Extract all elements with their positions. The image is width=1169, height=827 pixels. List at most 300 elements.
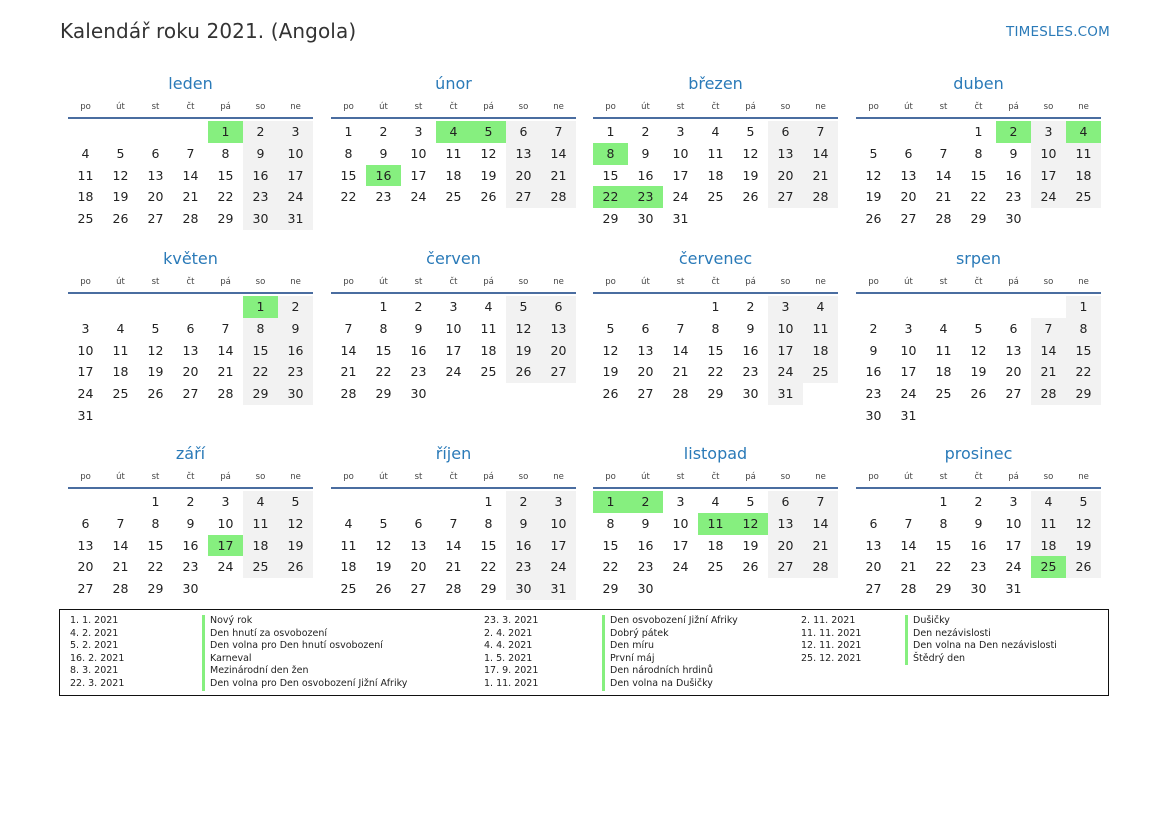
day-cell[interactable]: 29 bbox=[1066, 383, 1101, 405]
day-cell[interactable]: 11 bbox=[1031, 513, 1066, 535]
day-cell[interactable]: 22 bbox=[480, 559, 497, 575]
day-cell[interactable]: 11 bbox=[698, 513, 733, 535]
day-cell[interactable]: 9 bbox=[641, 145, 650, 161]
day-cell[interactable]: 24 bbox=[672, 189, 689, 205]
day-cell[interactable]: 5 bbox=[278, 491, 313, 513]
day-cell[interactable]: 30 bbox=[637, 211, 654, 227]
day-cell[interactable]: 12 bbox=[742, 145, 759, 161]
day-cell[interactable]: 2 bbox=[628, 491, 663, 513]
day-cell[interactable]: 31 bbox=[672, 211, 689, 227]
day-cell[interactable]: 4 bbox=[803, 296, 838, 318]
day-cell[interactable]: 25 bbox=[340, 581, 357, 597]
day-cell[interactable]: 19 bbox=[112, 189, 129, 205]
day-cell[interactable]: 15 bbox=[147, 537, 164, 553]
day-cell[interactable]: 19 bbox=[506, 340, 541, 362]
day-cell[interactable]: 3 bbox=[768, 296, 803, 318]
day-cell[interactable]: 3 bbox=[449, 299, 458, 314]
day-cell[interactable]: 3 bbox=[676, 494, 685, 509]
day-cell[interactable]: 2 bbox=[996, 121, 1031, 143]
day-cell[interactable]: 28 bbox=[445, 581, 462, 597]
day-cell[interactable]: 25 bbox=[112, 386, 129, 402]
day-cell[interactable]: 18 bbox=[77, 189, 94, 205]
day-cell[interactable]: 17 bbox=[1005, 537, 1022, 553]
day-cell[interactable]: 15 bbox=[375, 342, 392, 358]
day-cell[interactable]: 16 bbox=[243, 165, 278, 187]
day-cell[interactable]: 10 bbox=[1005, 515, 1022, 531]
day-cell[interactable]: 7 bbox=[221, 320, 230, 336]
day-cell[interactable]: 30 bbox=[278, 383, 313, 405]
day-cell[interactable]: 12 bbox=[480, 145, 497, 161]
day-cell[interactable]: 7 bbox=[939, 145, 948, 161]
day-cell[interactable]: 5 bbox=[506, 296, 541, 318]
day-cell[interactable]: 18 bbox=[445, 167, 462, 183]
day-cell[interactable]: 3 bbox=[81, 320, 90, 336]
day-cell[interactable]: 9 bbox=[1009, 145, 1018, 161]
day-cell[interactable]: 15 bbox=[602, 537, 619, 553]
day-cell[interactable]: 6 bbox=[768, 121, 803, 143]
day-cell[interactable]: 25 bbox=[1031, 556, 1066, 578]
day-cell[interactable]: 26 bbox=[147, 386, 164, 402]
day-cell[interactable]: 16 bbox=[410, 342, 427, 358]
day-cell[interactable]: 18 bbox=[112, 364, 129, 380]
day-cell[interactable]: 21 bbox=[803, 165, 838, 187]
day-cell[interactable]: 15 bbox=[935, 537, 952, 553]
day-cell[interactable]: 15 bbox=[243, 340, 278, 362]
day-cell[interactable]: 25 bbox=[707, 189, 724, 205]
day-cell[interactable]: 25 bbox=[1066, 186, 1101, 208]
day-cell[interactable]: 13 bbox=[768, 513, 803, 535]
day-cell[interactable]: 20 bbox=[900, 189, 917, 205]
day-cell[interactable]: 9 bbox=[379, 145, 388, 161]
day-cell[interactable]: 23 bbox=[278, 361, 313, 383]
day-cell[interactable]: 14 bbox=[182, 167, 199, 183]
day-cell[interactable]: 13 bbox=[410, 537, 427, 553]
day-cell[interactable]: 14 bbox=[541, 143, 576, 165]
day-cell[interactable]: 12 bbox=[733, 513, 768, 535]
day-cell[interactable]: 14 bbox=[445, 537, 462, 553]
day-cell[interactable]: 14 bbox=[217, 342, 234, 358]
day-cell[interactable]: 5 bbox=[471, 121, 506, 143]
day-cell[interactable]: 20 bbox=[182, 364, 199, 380]
day-cell[interactable]: 3 bbox=[414, 124, 423, 139]
day-cell[interactable]: 29 bbox=[970, 211, 987, 227]
day-cell[interactable]: 16 bbox=[182, 537, 199, 553]
day-cell[interactable]: 12 bbox=[375, 537, 392, 553]
day-cell[interactable]: 11 bbox=[935, 342, 952, 358]
day-cell[interactable]: 12 bbox=[602, 342, 619, 358]
site-link[interactable]: TIMESLES.COM bbox=[1006, 24, 1110, 40]
day-cell[interactable]: 3 bbox=[541, 491, 576, 513]
day-cell[interactable]: 18 bbox=[803, 340, 838, 362]
day-cell[interactable]: 1 bbox=[344, 124, 353, 139]
day-cell[interactable]: 27 bbox=[77, 581, 94, 597]
day-cell[interactable]: 8 bbox=[974, 145, 983, 161]
day-cell[interactable]: 21 bbox=[445, 559, 462, 575]
day-cell[interactable]: 4 bbox=[711, 494, 720, 509]
day-cell[interactable]: 28 bbox=[541, 186, 576, 208]
day-cell[interactable]: 10 bbox=[900, 342, 917, 358]
day-cell[interactable]: 17 bbox=[1031, 165, 1066, 187]
day-cell[interactable]: 30 bbox=[410, 386, 427, 402]
day-cell[interactable]: 27 bbox=[147, 211, 164, 227]
day-cell[interactable]: 20 bbox=[768, 165, 803, 187]
day-cell[interactable]: 27 bbox=[900, 211, 917, 227]
day-cell[interactable]: 26 bbox=[970, 386, 987, 402]
day-cell[interactable]: 5 bbox=[974, 320, 983, 336]
day-cell[interactable]: 16 bbox=[1005, 167, 1022, 183]
day-cell[interactable]: 10 bbox=[672, 145, 689, 161]
day-cell[interactable]: 29 bbox=[480, 581, 497, 597]
day-cell[interactable]: 21 bbox=[340, 364, 357, 380]
day-cell[interactable]: 1 bbox=[974, 124, 983, 139]
day-cell[interactable]: 9 bbox=[243, 143, 278, 165]
day-cell[interactable]: 25 bbox=[935, 386, 952, 402]
day-cell[interactable]: 27 bbox=[506, 186, 541, 208]
day-cell[interactable]: 19 bbox=[375, 559, 392, 575]
day-cell[interactable]: 23 bbox=[970, 559, 987, 575]
day-cell[interactable]: 7 bbox=[676, 320, 685, 336]
day-cell[interactable]: 6 bbox=[186, 320, 195, 336]
day-cell[interactable]: 9 bbox=[414, 320, 423, 336]
day-cell[interactable]: 5 bbox=[1066, 491, 1101, 513]
day-cell[interactable]: 19 bbox=[602, 364, 619, 380]
day-cell[interactable]: 26 bbox=[865, 211, 882, 227]
day-cell[interactable]: 11 bbox=[1066, 143, 1101, 165]
day-cell[interactable]: 5 bbox=[869, 145, 878, 161]
day-cell[interactable]: 21 bbox=[217, 364, 234, 380]
day-cell[interactable]: 9 bbox=[506, 513, 541, 535]
day-cell[interactable]: 26 bbox=[1066, 556, 1101, 578]
day-cell[interactable]: 5 bbox=[746, 124, 755, 139]
day-cell[interactable]: 10 bbox=[768, 318, 803, 340]
day-cell[interactable]: 14 bbox=[803, 143, 838, 165]
day-cell[interactable]: 24 bbox=[1031, 186, 1066, 208]
day-cell[interactable]: 10 bbox=[410, 145, 427, 161]
day-cell[interactable]: 2 bbox=[506, 491, 541, 513]
day-cell[interactable]: 12 bbox=[147, 342, 164, 358]
day-cell[interactable]: 16 bbox=[637, 167, 654, 183]
day-cell[interactable]: 27 bbox=[637, 386, 654, 402]
day-cell[interactable]: 21 bbox=[900, 559, 917, 575]
day-cell[interactable]: 26 bbox=[602, 386, 619, 402]
day-cell[interactable]: 4 bbox=[484, 299, 493, 314]
day-cell[interactable]: 9 bbox=[869, 342, 878, 358]
day-cell[interactable]: 29 bbox=[243, 383, 278, 405]
day-cell[interactable]: 27 bbox=[182, 386, 199, 402]
day-cell[interactable]: 23 bbox=[410, 364, 427, 380]
day-cell[interactable]: 18 bbox=[1066, 165, 1101, 187]
day-cell[interactable]: 18 bbox=[1031, 535, 1066, 557]
day-cell[interactable]: 30 bbox=[865, 407, 882, 423]
day-cell[interactable]: 27 bbox=[410, 581, 427, 597]
day-cell[interactable]: 12 bbox=[865, 167, 882, 183]
day-cell[interactable]: 30 bbox=[970, 581, 987, 597]
day-cell[interactable]: 14 bbox=[900, 537, 917, 553]
day-cell[interactable]: 31 bbox=[278, 208, 313, 230]
day-cell[interactable]: 17 bbox=[672, 537, 689, 553]
day-cell[interactable]: 6 bbox=[904, 145, 913, 161]
day-cell[interactable]: 12 bbox=[1066, 513, 1101, 535]
day-cell[interactable]: 8 bbox=[344, 145, 353, 161]
day-cell[interactable]: 28 bbox=[935, 211, 952, 227]
day-cell[interactable]: 13 bbox=[541, 318, 576, 340]
day-cell[interactable]: 12 bbox=[506, 318, 541, 340]
day-cell[interactable]: 19 bbox=[742, 537, 759, 553]
day-cell[interactable]: 11 bbox=[707, 145, 724, 161]
day-cell[interactable]: 3 bbox=[676, 124, 685, 139]
day-cell[interactable]: 7 bbox=[344, 320, 353, 336]
day-cell[interactable]: 22 bbox=[217, 189, 234, 205]
day-cell[interactable]: 1 bbox=[939, 494, 948, 509]
day-cell[interactable]: 15 bbox=[707, 342, 724, 358]
day-cell[interactable]: 12 bbox=[278, 513, 313, 535]
day-cell[interactable]: 6 bbox=[641, 320, 650, 336]
day-cell[interactable]: 24 bbox=[900, 386, 917, 402]
day-cell[interactable]: 22 bbox=[602, 559, 619, 575]
day-cell[interactable]: 28 bbox=[803, 186, 838, 208]
day-cell[interactable]: 8 bbox=[379, 320, 388, 336]
day-cell[interactable]: 14 bbox=[112, 537, 129, 553]
day-cell[interactable]: 23 bbox=[742, 364, 759, 380]
day-cell[interactable]: 17 bbox=[768, 340, 803, 362]
day-cell[interactable]: 21 bbox=[541, 165, 576, 187]
day-cell[interactable]: 17 bbox=[410, 167, 427, 183]
day-cell[interactable]: 29 bbox=[375, 386, 392, 402]
day-cell[interactable]: 15 bbox=[217, 167, 234, 183]
day-cell[interactable]: 10 bbox=[445, 320, 462, 336]
day-cell[interactable]: 6 bbox=[869, 515, 878, 531]
day-cell[interactable]: 24 bbox=[445, 364, 462, 380]
day-cell[interactable]: 24 bbox=[768, 361, 803, 383]
day-cell[interactable]: 23 bbox=[182, 559, 199, 575]
day-cell[interactable]: 16 bbox=[637, 537, 654, 553]
day-cell[interactable]: 3 bbox=[1031, 121, 1066, 143]
day-cell[interactable]: 6 bbox=[541, 296, 576, 318]
day-cell[interactable]: 13 bbox=[182, 342, 199, 358]
day-cell[interactable]: 13 bbox=[147, 167, 164, 183]
day-cell[interactable]: 2 bbox=[869, 320, 878, 336]
day-cell[interactable]: 11 bbox=[480, 320, 497, 336]
day-cell[interactable]: 15 bbox=[1066, 340, 1101, 362]
day-cell[interactable]: 11 bbox=[803, 318, 838, 340]
day-cell[interactable]: 30 bbox=[506, 578, 541, 600]
day-cell[interactable]: 7 bbox=[803, 491, 838, 513]
day-cell[interactable]: 24 bbox=[541, 556, 576, 578]
day-cell[interactable]: 22 bbox=[340, 189, 357, 205]
day-cell[interactable]: 4 bbox=[1031, 491, 1066, 513]
day-cell[interactable]: 17 bbox=[445, 342, 462, 358]
day-cell[interactable]: 16 bbox=[366, 165, 401, 187]
day-cell[interactable]: 10 bbox=[672, 515, 689, 531]
day-cell[interactable]: 29 bbox=[602, 581, 619, 597]
day-cell[interactable]: 22 bbox=[147, 559, 164, 575]
day-cell[interactable]: 1 bbox=[711, 299, 720, 314]
day-cell[interactable]: 2 bbox=[243, 121, 278, 143]
day-cell[interactable]: 6 bbox=[768, 491, 803, 513]
day-cell[interactable]: 4 bbox=[711, 124, 720, 139]
day-cell[interactable]: 24 bbox=[1005, 559, 1022, 575]
day-cell[interactable]: 11 bbox=[112, 342, 129, 358]
day-cell[interactable]: 20 bbox=[541, 340, 576, 362]
day-cell[interactable]: 13 bbox=[506, 143, 541, 165]
day-cell[interactable]: 18 bbox=[243, 535, 278, 557]
day-cell[interactable]: 26 bbox=[278, 556, 313, 578]
day-cell[interactable]: 10 bbox=[541, 513, 576, 535]
day-cell[interactable]: 3 bbox=[904, 320, 913, 336]
day-cell[interactable]: 8 bbox=[711, 320, 720, 336]
day-cell[interactable]: 1 bbox=[606, 124, 615, 139]
day-cell[interactable]: 24 bbox=[278, 186, 313, 208]
day-cell[interactable]: 4 bbox=[436, 121, 471, 143]
day-cell[interactable]: 25 bbox=[77, 211, 94, 227]
day-cell[interactable]: 17 bbox=[672, 167, 689, 183]
day-cell[interactable]: 20 bbox=[147, 189, 164, 205]
day-cell[interactable]: 1 bbox=[1066, 296, 1101, 318]
day-cell[interactable]: 1 bbox=[151, 494, 160, 509]
day-cell[interactable]: 8 bbox=[593, 143, 628, 165]
day-cell[interactable]: 3 bbox=[278, 121, 313, 143]
day-cell[interactable]: 24 bbox=[77, 386, 94, 402]
day-cell[interactable]: 27 bbox=[768, 556, 803, 578]
day-cell[interactable]: 8 bbox=[243, 318, 278, 340]
day-cell[interactable]: 14 bbox=[672, 342, 689, 358]
day-cell[interactable]: 19 bbox=[278, 535, 313, 557]
day-cell[interactable]: 22 bbox=[707, 364, 724, 380]
day-cell[interactable]: 7 bbox=[803, 121, 838, 143]
day-cell[interactable]: 6 bbox=[81, 515, 90, 531]
day-cell[interactable]: 31 bbox=[768, 383, 803, 405]
day-cell[interactable]: 25 bbox=[445, 189, 462, 205]
day-cell[interactable]: 27 bbox=[541, 361, 576, 383]
day-cell[interactable]: 7 bbox=[186, 145, 195, 161]
day-cell[interactable]: 25 bbox=[480, 364, 497, 380]
day-cell[interactable]: 6 bbox=[414, 515, 423, 531]
day-cell[interactable]: 19 bbox=[742, 167, 759, 183]
day-cell[interactable]: 1 bbox=[208, 121, 243, 143]
day-cell[interactable]: 5 bbox=[746, 494, 755, 509]
day-cell[interactable]: 21 bbox=[803, 535, 838, 557]
day-cell[interactable]: 28 bbox=[340, 386, 357, 402]
day-cell[interactable]: 10 bbox=[217, 515, 234, 531]
day-cell[interactable]: 1 bbox=[593, 491, 628, 513]
day-cell[interactable]: 27 bbox=[1005, 386, 1022, 402]
day-cell[interactable]: 28 bbox=[803, 556, 838, 578]
day-cell[interactable]: 20 bbox=[768, 535, 803, 557]
day-cell[interactable]: 21 bbox=[672, 364, 689, 380]
day-cell[interactable]: 21 bbox=[1031, 361, 1066, 383]
day-cell[interactable]: 5 bbox=[116, 145, 125, 161]
day-cell[interactable]: 20 bbox=[410, 559, 427, 575]
day-cell[interactable]: 11 bbox=[77, 167, 94, 183]
day-cell[interactable]: 20 bbox=[506, 165, 541, 187]
day-cell[interactable]: 25 bbox=[707, 559, 724, 575]
day-cell[interactable]: 26 bbox=[742, 559, 759, 575]
day-cell[interactable]: 15 bbox=[602, 167, 619, 183]
day-cell[interactable]: 16 bbox=[278, 340, 313, 362]
day-cell[interactable]: 3 bbox=[1009, 494, 1018, 509]
day-cell[interactable]: 4 bbox=[243, 491, 278, 513]
day-cell[interactable]: 22 bbox=[935, 559, 952, 575]
day-cell[interactable]: 13 bbox=[1005, 342, 1022, 358]
day-cell[interactable]: 5 bbox=[606, 320, 615, 336]
day-cell[interactable]: 17 bbox=[900, 364, 917, 380]
day-cell[interactable]: 24 bbox=[217, 559, 234, 575]
day-cell[interactable]: 22 bbox=[243, 361, 278, 383]
day-cell[interactable]: 22 bbox=[375, 364, 392, 380]
day-cell[interactable]: 21 bbox=[935, 189, 952, 205]
day-cell[interactable]: 23 bbox=[637, 559, 654, 575]
day-cell[interactable]: 17 bbox=[278, 165, 313, 187]
day-cell[interactable]: 4 bbox=[1066, 121, 1101, 143]
day-cell[interactable]: 2 bbox=[186, 494, 195, 509]
day-cell[interactable]: 1 bbox=[484, 494, 493, 509]
day-cell[interactable]: 11 bbox=[340, 537, 357, 553]
day-cell[interactable]: 24 bbox=[410, 189, 427, 205]
day-cell[interactable]: 19 bbox=[147, 364, 164, 380]
day-cell[interactable]: 22 bbox=[1066, 361, 1101, 383]
day-cell[interactable]: 23 bbox=[506, 556, 541, 578]
day-cell[interactable]: 10 bbox=[77, 342, 94, 358]
day-cell[interactable]: 28 bbox=[217, 386, 234, 402]
day-cell[interactable]: 13 bbox=[637, 342, 654, 358]
day-cell[interactable]: 23 bbox=[375, 189, 392, 205]
day-cell[interactable]: 4 bbox=[116, 320, 125, 336]
day-cell[interactable]: 24 bbox=[672, 559, 689, 575]
day-cell[interactable]: 2 bbox=[974, 494, 983, 509]
day-cell[interactable]: 8 bbox=[221, 145, 230, 161]
day-cell[interactable]: 18 bbox=[707, 167, 724, 183]
day-cell[interactable]: 11 bbox=[243, 513, 278, 535]
day-cell[interactable]: 5 bbox=[151, 320, 160, 336]
day-cell[interactable]: 8 bbox=[606, 515, 615, 531]
day-cell[interactable]: 9 bbox=[746, 320, 755, 336]
day-cell[interactable]: 30 bbox=[182, 581, 199, 597]
day-cell[interactable]: 31 bbox=[900, 407, 917, 423]
day-cell[interactable]: 9 bbox=[974, 515, 983, 531]
day-cell[interactable]: 29 bbox=[935, 581, 952, 597]
day-cell[interactable]: 18 bbox=[935, 364, 952, 380]
day-cell[interactable]: 19 bbox=[865, 189, 882, 205]
day-cell[interactable]: 16 bbox=[506, 535, 541, 557]
day-cell[interactable]: 2 bbox=[746, 299, 755, 314]
day-cell[interactable]: 15 bbox=[480, 537, 497, 553]
day-cell[interactable]: 5 bbox=[379, 515, 388, 531]
day-cell[interactable]: 15 bbox=[340, 167, 357, 183]
day-cell[interactable]: 20 bbox=[1005, 364, 1022, 380]
day-cell[interactable]: 12 bbox=[112, 167, 129, 183]
day-cell[interactable]: 11 bbox=[445, 145, 462, 161]
day-cell[interactable]: 19 bbox=[970, 364, 987, 380]
day-cell[interactable]: 30 bbox=[1005, 211, 1022, 227]
day-cell[interactable]: 25 bbox=[243, 556, 278, 578]
day-cell[interactable]: 9 bbox=[641, 515, 650, 531]
day-cell[interactable]: 27 bbox=[865, 581, 882, 597]
day-cell[interactable]: 22 bbox=[593, 186, 628, 208]
day-cell[interactable]: 23 bbox=[243, 186, 278, 208]
day-cell[interactable]: 4 bbox=[81, 145, 90, 161]
day-cell[interactable]: 16 bbox=[970, 537, 987, 553]
day-cell[interactable]: 23 bbox=[628, 186, 663, 208]
day-cell[interactable]: 8 bbox=[1066, 318, 1101, 340]
day-cell[interactable]: 19 bbox=[480, 167, 497, 183]
day-cell[interactable]: 28 bbox=[900, 581, 917, 597]
day-cell[interactable]: 14 bbox=[803, 513, 838, 535]
day-cell[interactable]: 8 bbox=[484, 515, 493, 531]
day-cell[interactable]: 26 bbox=[506, 361, 541, 383]
day-cell[interactable]: 7 bbox=[541, 121, 576, 143]
day-cell[interactable]: 16 bbox=[865, 364, 882, 380]
day-cell[interactable]: 8 bbox=[939, 515, 948, 531]
